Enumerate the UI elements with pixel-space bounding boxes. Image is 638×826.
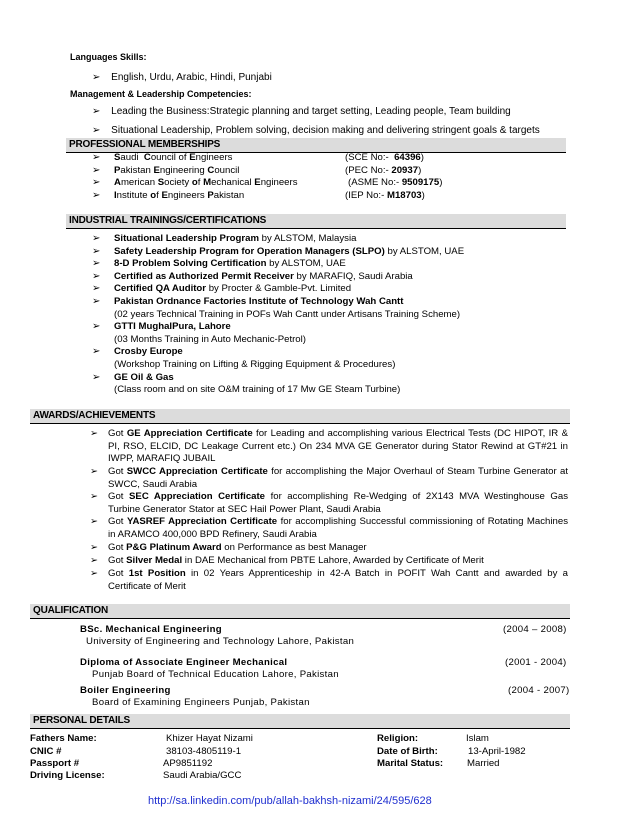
award-item: ➢ Got 1st Position in 02 Years Apprenticeship in 42-A Batch in POFIT Wah Cantt and awarded by a Certificate of Merit xyxy=(90,568,568,592)
qualification-heading: QUALIFICATION xyxy=(30,604,570,618)
qualification-title: Diploma of Associate Engineer Mechanical xyxy=(80,657,288,668)
arrow-bullet-icon: ➢ xyxy=(92,164,101,176)
arrow-bullet-icon: ➢ xyxy=(92,346,101,358)
passport-value: AP9851192 xyxy=(163,758,213,769)
linkedin-link[interactable]: http://sa.linkedin.com/pub/allah-bakhsh-nizami/24/595/628 xyxy=(148,795,432,807)
award-item: ➢ Got Silver Medal in DAE Mechanical from PBTE Lahore, Awarded by Certificate of Merit xyxy=(90,555,484,566)
cnic-label: CNIC # xyxy=(30,746,62,757)
qualification-title: Boiler Engineering xyxy=(80,685,171,696)
training-item: ➢ Certified QA Auditor by Procter & Gamble-Pvt. Limited xyxy=(92,283,352,295)
membership-name: Pakistan Engineering Council xyxy=(114,164,240,176)
religion-label: Religion: xyxy=(377,733,419,744)
section-divider xyxy=(30,423,570,424)
languages-row xyxy=(92,72,272,83)
cnic-value: 38103-4805119-1 xyxy=(166,746,242,757)
qualification-years: (2004 – 2008) xyxy=(503,624,567,635)
arrow-bullet-icon: ➢ xyxy=(90,466,99,477)
training-item: ➢ 8-D Problem Solving Certification by ALSTOM, UAE xyxy=(92,258,346,270)
arrow-bullet-icon: ➢ xyxy=(90,555,99,566)
arrow-bullet-icon: ➢ xyxy=(92,177,101,189)
languages-label: Languages Skills: xyxy=(70,52,147,62)
membership-number: (ASME No:- 9509175) xyxy=(348,177,443,189)
arrow-bullet-icon: ➢ xyxy=(92,152,101,163)
arrow-bullet-icon: ➢ xyxy=(90,542,99,553)
arrow-bullet-icon: ➢ xyxy=(92,283,101,295)
award-item: ➢ Got SEC Appreciation Certificate for accomplishing Re-Wedging of 2X143 MVA Westinghouse Gas Turbine Generator Stator at SEC Hail Power Plant, Saudi Arabia xyxy=(90,491,568,515)
marital-status-label: Marital Status: xyxy=(377,758,444,769)
arrow-bullet-icon: ➢ xyxy=(90,516,99,527)
training-item: ➢ Pakistan Ordnance Factories Institute of Technology Wah Cantt (02 years Technical Training in POFs Wah Cantt under Artisans Training Scheme) xyxy=(92,295,461,320)
father-name-value: Khizer Hayat Nizami xyxy=(166,733,253,744)
training-item: ➢ Safety Leadership Program for Operation Managers (SLPO) by ALSTOM, UAE xyxy=(92,245,465,257)
personal-heading: PERSONAL DETAILS xyxy=(30,714,570,728)
qualification-years: (2004 - 2007) xyxy=(508,685,570,696)
qualification-institution: University of Engineering and Technology Lahore, Pakistan xyxy=(86,636,355,647)
qualification-institution: Punjab Board of Technical Education Lahore, Pakistan xyxy=(92,669,339,680)
section-divider xyxy=(66,228,566,229)
section-divider xyxy=(30,728,570,729)
arrow-bullet-icon: ➢ xyxy=(92,72,101,83)
management-text: Situational Leadership, Problem solving, decision making and delivering stringent goals & targets xyxy=(111,125,540,136)
arrow-bullet-icon: ➢ xyxy=(92,233,101,244)
arrow-bullet-icon: ➢ xyxy=(90,428,99,439)
training-item: ➢ GE Oil & Gas (Class room and on site O&M training of 17 Mw GE Steam Turbine) xyxy=(92,371,401,396)
religion-value: Islam xyxy=(466,733,489,744)
management-label: Management & Leadership Competencies: xyxy=(70,89,252,99)
training-item: ➢ Crosby Europe (Workshop Training on Lifting & Rigging Equipment & Procedures) xyxy=(92,346,396,370)
memberships-heading: PROFESSIONAL MEMBERSHIPS xyxy=(66,138,566,152)
membership-number: (IEP No:- M18703) xyxy=(345,189,425,201)
arrow-bullet-icon: ➢ xyxy=(92,258,101,270)
award-item: ➢ Got GE Appreciation Certificate for Leading and accomplishing various Electrical Tests (DC HIPOT, IR & PI, RSO, ELCID, DC Leakage Current etc.) On 234 MVA GE Generator during Stator Rewind at GT#21 in IWPP, MARAFIQ JUBAIL xyxy=(90,428,568,465)
membership-number: (SCE No:- 64396) xyxy=(345,152,424,163)
arrow-bullet-icon: ➢ xyxy=(92,125,101,136)
arrow-bullet-icon: ➢ xyxy=(92,270,101,282)
training-item: ➢ Certified as Authorized Permit Receiver by MARAFIQ, Saudi Arabia xyxy=(92,270,413,282)
membership-number: (PEC No:- 20937) xyxy=(345,164,422,176)
trainings-heading: INDUSTRIAL TRAININGS/CERTIFICATIONS xyxy=(66,214,566,228)
qualification-years: (2001 - 2004) xyxy=(505,657,567,668)
membership-name: Saudi Council of Engineers xyxy=(114,152,233,163)
dob-label: Date of Birth: xyxy=(377,746,438,757)
management-item xyxy=(92,106,511,117)
award-item: ➢ Got P&G Platinum Award on Performance as best Manager xyxy=(90,542,367,553)
training-item: ➢ GTTI MughalPura, Lahore (03 Months Training in Auto Mechanic-Petrol) xyxy=(92,321,306,345)
award-item: ➢ Got YASREF Appreciation Certificate for accomplishing Successful commissioning of Rotating Machines in ARAMCO 400,000 BPD Refinery, Saudi Arabia xyxy=(90,516,568,540)
management-text: Leading the Business:Strategic planning and target setting, Leading people, Team building xyxy=(111,106,511,117)
marital-status-value: Married xyxy=(467,758,500,769)
training-item: ➢ Situational Leadership Program by ALSTOM, Malaysia xyxy=(92,233,357,244)
section-divider xyxy=(30,618,570,619)
arrow-bullet-icon: ➢ xyxy=(92,189,101,201)
arrow-bullet-icon: ➢ xyxy=(92,371,101,383)
management-item xyxy=(92,125,540,136)
dob-value: 13-April-1982 xyxy=(468,746,526,757)
driving-license-label: Driving License: xyxy=(30,770,105,781)
membership-name: American Society of Mechanical Engineers xyxy=(114,177,298,189)
award-item: ➢ Got SWCC Appreciation Certificate for accomplishing the Major Overhaul of Steam Turbine Generator at SWCC, Saudi Arabia xyxy=(90,466,568,490)
driving-license-value: Saudi Arabia/GCC xyxy=(163,770,242,781)
trainings-list xyxy=(92,233,562,397)
arrow-bullet-icon: ➢ xyxy=(90,568,99,579)
qualification-institution: Board of Examining Engineers Punjab, Pakistan xyxy=(92,697,310,708)
arrow-bullet-icon: ➢ xyxy=(90,491,99,502)
arrow-bullet-icon: ➢ xyxy=(92,295,101,307)
languages-list: English, Urdu, Arabic, Hindi, Punjabi xyxy=(111,72,272,83)
father-name-label: Fathers Name: xyxy=(30,733,97,744)
passport-label: Passport # xyxy=(30,758,80,769)
arrow-bullet-icon: ➢ xyxy=(92,106,101,117)
membership-name: Institute of Engineers Pakistan xyxy=(114,189,245,201)
qualification-title: BSc. Mechanical Engineering xyxy=(80,624,222,635)
arrow-bullet-icon: ➢ xyxy=(92,321,101,333)
awards-heading: AWARDS/ACHIEVEMENTS xyxy=(30,409,570,423)
arrow-bullet-icon: ➢ xyxy=(92,245,101,257)
